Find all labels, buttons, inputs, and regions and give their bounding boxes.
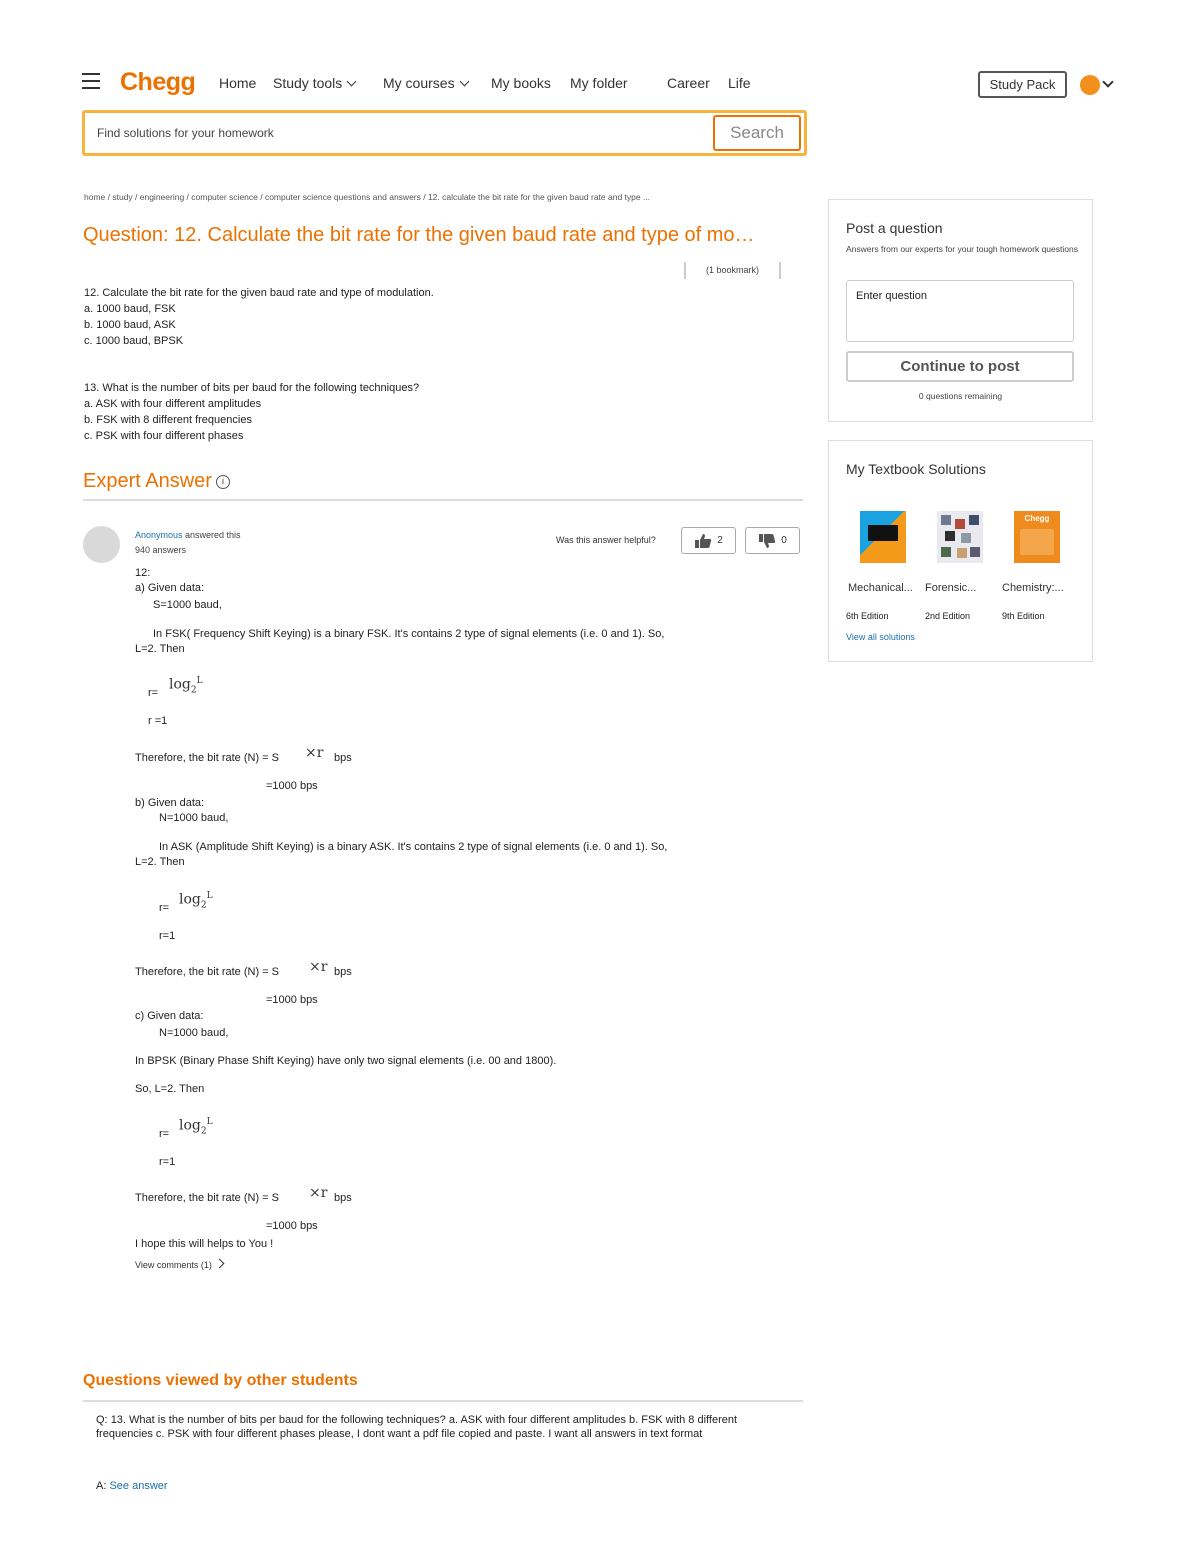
textbook-solutions-card [828, 440, 1093, 662]
nav-study-tools[interactable] [273, 75, 355, 91]
other-answer-item [96, 1480, 168, 1492]
upvote-count: 2 [717, 535, 723, 546]
question-line: c. 1000 baud, BPSK [84, 335, 184, 347]
answer-line: =1000 bps [266, 1220, 318, 1232]
times-r-formula: ×r [305, 745, 324, 761]
view-comments-link[interactable] [135, 1260, 223, 1270]
downvote-count: 0 [781, 535, 787, 546]
other-questions-heading: Questions viewed by other students [83, 1372, 358, 1389]
book-cover-forensic[interactable] [937, 511, 983, 563]
question-body-q12 [84, 285, 434, 349]
answer-line: c) Given data: [135, 1010, 204, 1022]
post-question-subtext: Answers from our experts for your tough homework questions [846, 244, 1078, 254]
info-icon[interactable]: i [216, 475, 230, 489]
menu-icon[interactable] [82, 73, 100, 89]
log-text: log [179, 891, 201, 908]
textbook-solutions-heading: My Textbook Solutions [846, 461, 986, 477]
author-link[interactable]: Anonymous [135, 530, 183, 540]
times-r-formula: ×r [309, 1185, 328, 1201]
answer-line: In BPSK (Binary Phase Shift Keying) have only two signal elements (i.e. 00 and 1800). [135, 1055, 557, 1067]
answer-meta [135, 528, 241, 558]
book-edition: 6th Edition [846, 611, 889, 621]
question-line: c. PSK with four different phases [84, 430, 244, 442]
divider [83, 499, 803, 501]
book-cover-mechanical[interactable] [860, 511, 906, 563]
nav-career[interactable] [667, 75, 710, 91]
answer-line: In FSK( Frequency Shift Keying) is a binary FSK. It's contains 2 type of signal elements (i.e. 0 and 1). So, [153, 628, 665, 640]
answer-line: N=1000 baud, [159, 1027, 229, 1039]
answer-line: So, L=2. Then [135, 1083, 205, 1095]
cover-tile [941, 547, 951, 557]
chevron-right-icon [214, 1259, 224, 1269]
log-base: 2 [190, 685, 197, 696]
answer-line: 12: [135, 567, 151, 579]
log-formula [179, 891, 213, 910]
answer-line: r= [159, 902, 170, 914]
log-sup: L [206, 1117, 213, 1127]
answer-line: I hope this will helps to You ! [135, 1238, 274, 1250]
upvote-button[interactable] [681, 527, 736, 554]
nav-my-courses-label: My courses [383, 75, 455, 91]
log-formula [179, 1117, 213, 1136]
question-line: a. 1000 baud, FSK [84, 303, 176, 315]
log-base: 2 [200, 1126, 207, 1137]
nav-career-label: Career [667, 75, 710, 91]
breadcrumb[interactable]: home / study / engineering / computer science / computer science questions and answers / 12. calculate the bit rate for the given baud rate and type ... [84, 192, 651, 202]
nav-study-tools-label: Study tools [273, 75, 343, 91]
cover-illustration [1020, 529, 1054, 555]
other-question-item[interactable] [96, 1413, 786, 1441]
question-line: b. FSK with 8 different frequencies [84, 414, 252, 426]
answer-line: bps [334, 752, 352, 764]
cover-tile [945, 531, 955, 541]
log-formula [169, 676, 203, 695]
expert-answer-title: Expert Answer [83, 470, 212, 492]
nav-my-books-label: My books [491, 75, 551, 91]
cover-tile [969, 515, 979, 525]
nav-my-folder[interactable] [570, 75, 628, 91]
post-question-heading: Post a question [846, 220, 943, 236]
answer-line: r= [159, 1128, 170, 1140]
nav-my-books[interactable] [491, 75, 551, 91]
log-sup: L [196, 676, 203, 686]
page-title: Question: 12. Calculate the bit rate for the given baud rate and type of mo… [83, 224, 755, 246]
log-text: log [179, 1117, 201, 1134]
question-line: 12. Calculate the bit rate for the given baud rate and type of modulation. [84, 287, 434, 299]
helpful-label: Was this answer helpful? [556, 535, 656, 545]
nav-home-label: Home [219, 75, 257, 91]
divider [83, 1400, 803, 1402]
times-r-formula: ×r [309, 959, 328, 975]
downvote-button[interactable] [745, 527, 800, 554]
see-answer-link[interactable]: See answer [109, 1480, 168, 1492]
nav-life-label: Life [728, 75, 751, 91]
answer-line: L=2. Then [135, 643, 185, 655]
view-comments-label: View comments (1) [135, 1260, 212, 1270]
a-prefix: A: [96, 1480, 107, 1492]
answer-line: a) Given data: [135, 582, 205, 594]
book-title[interactable]: Chemistry:... [1002, 582, 1064, 594]
continue-to-post-button[interactable]: Continue to post [846, 351, 1074, 382]
answer-line: r= [148, 687, 159, 699]
answer-line: r=1 [159, 1156, 176, 1168]
other-question-text: 13. What is the number of bits per baud for the following techniques? a. ASK with four different amplitudes b. FSK with 8 different frequencies c. PSK with four different phases please, I dont want a pdf file copied and paste. I want all answers in text format [96, 1414, 738, 1440]
question-line: 13. What is the number of bits per baud for the following techniques? [84, 382, 420, 394]
chevron-down-icon [347, 77, 357, 87]
book-cover-chemistry[interactable] [1014, 511, 1060, 563]
nav-my-folder-label: My folder [570, 75, 628, 91]
cover-tile [957, 548, 967, 558]
cover-tile [955, 519, 965, 529]
answer-line: r =1 [148, 715, 168, 727]
thumbs-up-icon [694, 533, 712, 549]
answer-line: bps [334, 1192, 352, 1204]
avatar [83, 526, 120, 563]
nav-home[interactable] [219, 75, 256, 91]
question-body-q13 [84, 380, 419, 444]
search-bar [82, 110, 807, 156]
answer-line: b) Given data: [135, 797, 205, 809]
cover-tile [941, 515, 951, 525]
chevron-down-icon[interactable] [1102, 76, 1113, 87]
answer-line: r=1 [159, 930, 176, 942]
answer-line: In ASK (Amplitude Shift Keying) is a binary ASK. It's contains 2 type of signal elements (i.e. 0 and 1). So, [159, 841, 668, 853]
answer-line: S=1000 baud, [153, 599, 222, 611]
log-text: log [169, 676, 191, 693]
book-title[interactable]: Mechanical... [848, 582, 913, 594]
user-avatar-icon[interactable] [1080, 75, 1100, 95]
view-all-solutions-link[interactable]: View all solutions [846, 632, 915, 642]
questions-remaining: 0 questions remaining [918, 391, 1003, 401]
search-button[interactable]: Search [713, 115, 801, 151]
answer-line: Therefore, the bit rate (N) = S [135, 1192, 279, 1204]
book-edition: 2nd Edition [925, 611, 971, 621]
cover-tile [961, 533, 971, 543]
answer-line: Therefore, the bit rate (N) = S [135, 966, 279, 978]
post-question-card [828, 199, 1093, 422]
book-title[interactable]: Forensic... [925, 582, 977, 594]
question-input[interactable] [846, 280, 1074, 342]
answer-line: bps [334, 966, 352, 978]
expert-answer-heading [83, 470, 230, 493]
answer-line: N=1000 baud, [159, 812, 229, 824]
search-input[interactable] [97, 121, 697, 145]
study-pack-button[interactable]: Study Pack [978, 71, 1067, 98]
answer-line: Therefore, the bit rate (N) = S [135, 752, 279, 764]
answered-text: answered this [182, 530, 241, 540]
answer-line: =1000 bps [266, 780, 318, 792]
q-prefix: Q: [96, 1414, 108, 1426]
answer-line: L=2. Then [135, 856, 185, 868]
chegg-logo[interactable]: Chegg [120, 68, 196, 96]
answer-line: =1000 bps [266, 994, 318, 1006]
nav-life[interactable] [728, 75, 751, 91]
question-line: a. ASK with four different amplitudes [84, 398, 262, 410]
cover-chegg-text: Chegg [1024, 514, 1050, 523]
log-sup: L [206, 891, 213, 901]
question-line: b. 1000 baud, ASK [84, 319, 176, 331]
answers-count: 940 answers [135, 545, 187, 555]
log-base: 2 [200, 900, 207, 911]
nav-my-courses[interactable] [383, 75, 468, 91]
bookmark-button[interactable]: (1 bookmark) [684, 262, 781, 279]
chevron-down-icon [459, 77, 469, 87]
book-edition: 9th Edition [1002, 611, 1045, 621]
cover-tile [970, 547, 980, 557]
thumbs-down-icon [758, 533, 776, 549]
